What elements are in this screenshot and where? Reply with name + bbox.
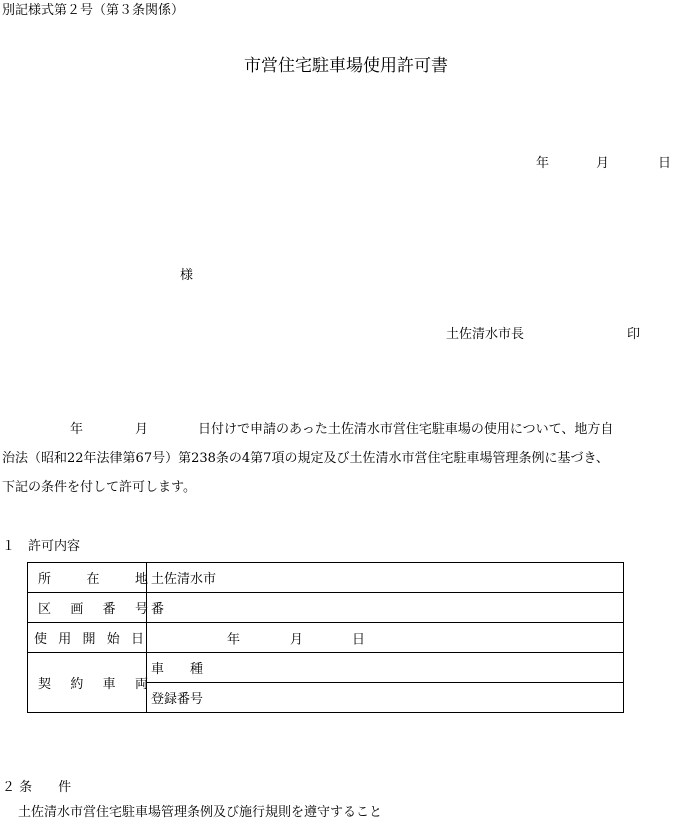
- issue-date-month: 月: [596, 156, 610, 171]
- start-day: 日: [352, 632, 366, 647]
- statement-text: 下記の条件を付して許可します。: [2, 480, 196, 495]
- statement-text: 日付けで申請のあった土佐清水市営住宅駐車場の使用について、地方自: [198, 422, 614, 437]
- statement-month: 月: [135, 422, 149, 437]
- section-2-heading: ２ 条 件: [2, 780, 72, 795]
- table-row-vehicle-type: [28, 653, 624, 683]
- start-year: 年: [227, 632, 241, 647]
- label-lot-number: 区 画 番 号: [28, 593, 147, 623]
- value-start-date: [147, 623, 624, 653]
- issue-date-year: 年: [536, 156, 550, 171]
- statement-text: 治法（昭和22年法律第67号）第238条の4第7項の規定及び土佐清水市営住宅駐車場管理条例に基づき、: [2, 451, 609, 466]
- document-title: 市営住宅駐車場使用許可書: [244, 56, 448, 76]
- permit-statement: [2, 418, 692, 505]
- table-row-location: [28, 563, 624, 593]
- statement-line-1: [2, 418, 692, 447]
- seal-mark: 印: [627, 327, 641, 342]
- statement-year: 年: [70, 422, 84, 437]
- statement-line-3: [2, 476, 692, 505]
- permit-details-table: [27, 562, 624, 713]
- value-lot-number: 番: [147, 593, 624, 623]
- issue-date-day: 日: [658, 156, 672, 171]
- value-location: 土佐清水市: [147, 563, 624, 593]
- table-row-lot-number: [28, 593, 624, 623]
- issuer-name: 土佐清水市長: [446, 327, 525, 342]
- section-1-heading: １ 許可内容: [2, 539, 81, 554]
- table-row-start-date: [28, 623, 624, 653]
- registration-number-label: 登録番号: [147, 683, 624, 713]
- label-contract-vehicle: 契 約 車 両: [28, 653, 147, 713]
- recipient-honorific: 様: [180, 268, 194, 283]
- vehicle-type-label: 車 種: [147, 653, 624, 683]
- label-start-date: 使 用 開 始 日: [28, 623, 147, 653]
- label-location: 所 在 地: [28, 563, 147, 593]
- condition-text: 土佐清水市営住宅駐車場管理条例及び施行規則を遵守すること: [18, 805, 383, 820]
- form-number-label: 別記様式第２号（第３条関係）: [2, 3, 185, 18]
- statement-line-2: [2, 447, 692, 476]
- start-month: 月: [290, 632, 304, 647]
